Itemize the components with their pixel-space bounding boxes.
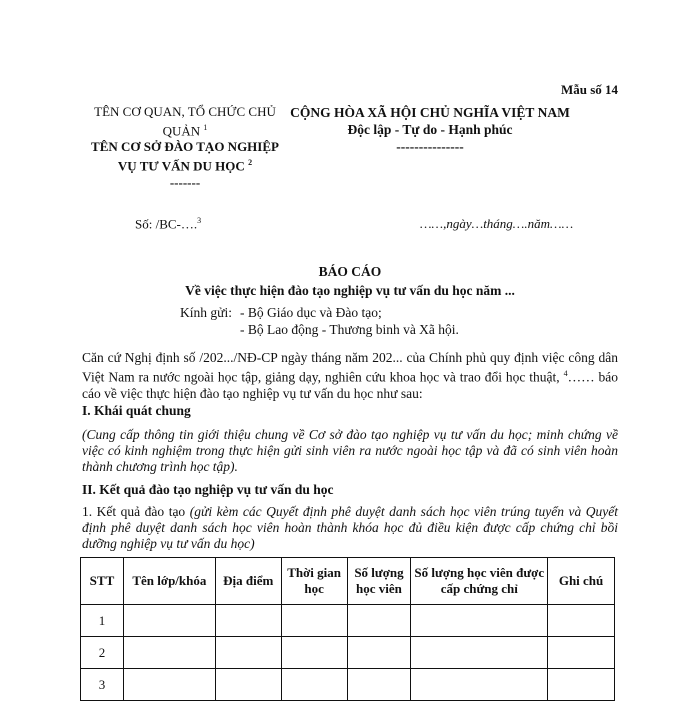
footnote-4: 4	[563, 369, 568, 378]
col-student-count: Số lượng học viên	[347, 558, 411, 605]
right-divider: ---------------	[396, 139, 464, 154]
left-header	[85, 104, 285, 191]
table-cell	[123, 605, 215, 637]
table-cell: 2	[81, 637, 124, 669]
table-row	[81, 637, 615, 669]
table-cell	[411, 637, 548, 669]
table-cell	[347, 669, 411, 701]
table-row	[81, 605, 615, 637]
date-line: ……,ngày…tháng….năm……	[420, 216, 574, 231]
table-cell	[215, 605, 281, 637]
footnote-2: 2	[248, 158, 253, 168]
recipient-row	[180, 321, 459, 338]
table-cell	[347, 605, 411, 637]
table-cell: 1	[81, 605, 124, 637]
section-2-heading: II. Kết quả đào tạo nghiệp vụ tư vấn du học	[82, 482, 334, 497]
table-cell	[548, 637, 615, 669]
col-certified-count: Số lượng học viên được cấp chứng chỉ	[411, 558, 548, 605]
table-cell	[281, 637, 347, 669]
recipient-row	[180, 304, 459, 321]
table-cell	[347, 637, 411, 669]
col-stt: STT	[81, 558, 124, 605]
col-location: Địa điểm	[215, 558, 281, 605]
left-divider: -------	[169, 174, 201, 190]
section-1-heading: I. Khái quát chung	[82, 403, 191, 418]
table-header-row	[81, 558, 615, 605]
table-cell	[215, 669, 281, 701]
table-cell	[548, 605, 615, 637]
recipient-item: - Bộ Giáo dục và Đào tạo;	[240, 305, 382, 320]
document-number: Số: /BC-….$^3$	[135, 216, 202, 232]
form-number: Mẫu số 14	[560, 82, 618, 97]
footnote-3: 3	[197, 216, 202, 225]
nation-name: CỘNG HÒA XÃ HỘI CHỦ NGHĨA VIỆT NAM	[290, 105, 570, 120]
institution-name: TÊN CƠ SỞ ĐÀO TẠO NGHIỆP VỤ TƯ VẤN DU HỌC $^2$	[91, 139, 279, 174]
col-duration: Thời gian học	[281, 558, 347, 605]
report-subtitle: Về việc thực hiện đào tạo nghiệp vụ tư vấn du học năm ...	[185, 283, 515, 298]
recipients	[180, 304, 459, 338]
table-cell	[281, 669, 347, 701]
agency-name: TÊN CƠ QUAN, TỔ CHỨC CHỦ QUẢN $^1$	[94, 104, 276, 139]
table-cell	[215, 637, 281, 669]
table-cell: 3	[81, 669, 124, 701]
col-class-name: Tên lớp/khóa	[123, 558, 215, 605]
motto: Độc lập - Tự do - Hạnh phúc	[347, 122, 513, 137]
recipients-label: Kính gửi:	[180, 305, 232, 320]
table-row	[81, 669, 615, 701]
right-header	[275, 104, 585, 155]
section-1-body: (Cung cấp thông tin giới thiệu chung về Cơ sở đào tạo nghiệp vụ tư vấn du học; minh chứng về việc có kinh nghiệm trong thực hiện gửi sinh viên ra nước ngoài học tập và đã có sinh viên hoàn thành chương trình học tập).	[82, 427, 618, 474]
recipient-item: - Bộ Lao động - Thương binh và Xã hội.	[240, 322, 459, 337]
col-notes: Ghi chú	[548, 558, 615, 605]
table-cell	[548, 669, 615, 701]
section-2-item-1: 1. Kết quả đào tạo (gửi kèm các Quyết định phê duyệt danh sách học viên trúng tuyển và Quyết định phê duyệt danh sách học viên hoàn thành khóa học đủ điều kiện được cấp chứng chỉ bồi dưỡng nghiệp vụ tư vấn du học)	[82, 504, 619, 551]
report-title: BÁO CÁO	[318, 264, 382, 279]
table-cell	[411, 605, 548, 637]
footnote-1: 1	[203, 123, 208, 132]
table-cell	[123, 669, 215, 701]
basis-paragraph: Căn cứ Nghị định số /202.../NĐ-CP ngày tháng năm 202... của Chính phủ quy định việc công dân Việt Nam ra nước ngoài học tập, giảng dạy, nghiên cứu khoa học và trao đổi học thuật, $^4$…… báo cáo về việc thực hiện đào tạo nghiệp vụ tư vấn du học như sau:	[82, 350, 619, 401]
table-cell	[281, 605, 347, 637]
table-cell	[123, 637, 215, 669]
results-table	[80, 557, 615, 701]
table-cell	[411, 669, 548, 701]
